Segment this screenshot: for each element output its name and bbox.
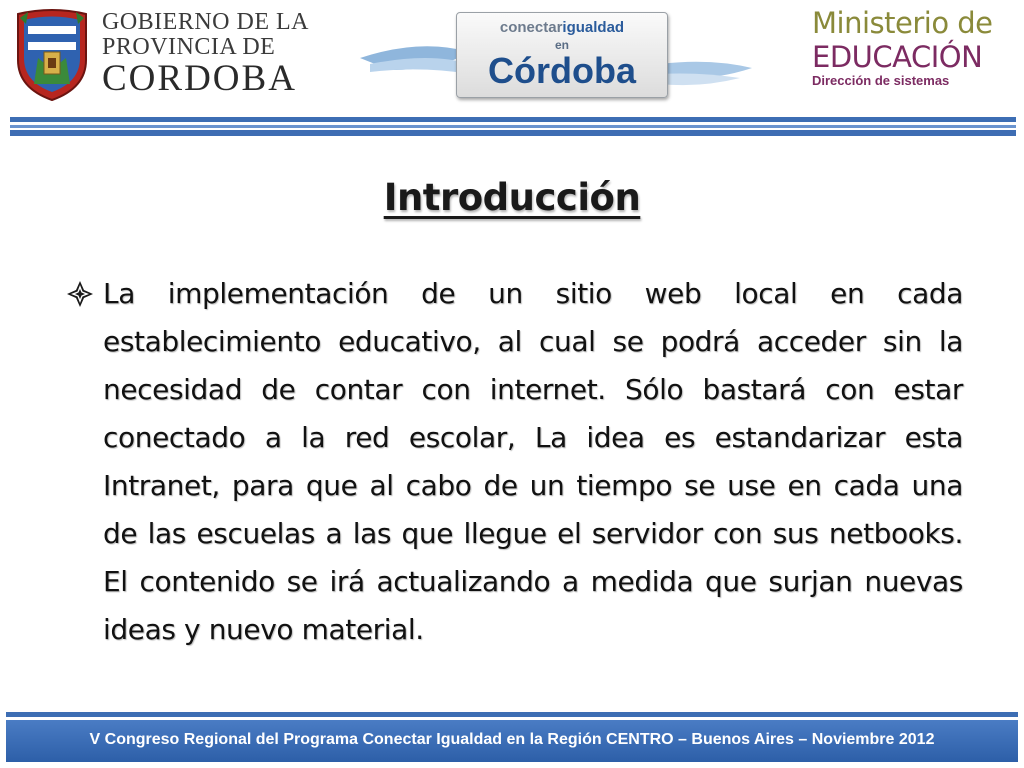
- logo-connector: en: [554, 38, 569, 52]
- logo-main-text: Córdoba: [488, 50, 636, 91]
- ministry-wordmark: [812, 6, 1012, 90]
- header-divider-thin: [10, 125, 1016, 128]
- coat-of-arms-logo: [14, 8, 90, 102]
- header-divider-bottom: [10, 130, 1016, 136]
- footer-divider: [6, 712, 1018, 717]
- slide-title: Introducción: [383, 176, 641, 219]
- footer-bar: [6, 720, 1018, 762]
- logo-top-text: [457, 19, 667, 36]
- header-divider-thick: [10, 117, 1016, 122]
- logo-badge: [456, 12, 668, 98]
- logo-prefix: conectar: [499, 19, 563, 36]
- footer-text: V Congreso Regional del Programa Conectar Igualdad en la Región CENTRO – Buenos Aires – Noviembre 2012: [89, 731, 935, 748]
- government-line-3: CORDOBA: [102, 58, 297, 99]
- logo-accent: igualdad: [562, 19, 625, 36]
- slide-body-text: La implementación de un sitio web local en cada establecimiento educativo, al cual se podrá acceder sin la necesidad de contar con internet. Sólo bastará con estar conectado a la red escolar, La idea es estandarizar esta Intranet, para que al cabo de un tiempo se use en cada una de las escuelas a las que llegue el servidor con sus netbooks. El contenido se irá actualizando a medida que surjan nuevas ideas y nuevo material.: [103, 277, 963, 646]
- government-line-1: GOBIERNO DE LA: [102, 9, 309, 35]
- government-line-2: PROVINCIA DE: [102, 34, 276, 60]
- ministry-line-2: EDUCACIÓN: [812, 40, 983, 74]
- slide-header: [0, 0, 1024, 145]
- ministry-line-1: Ministerio de: [812, 6, 993, 40]
- conectar-igualdad-logo: [360, 8, 752, 108]
- government-wordmark: [102, 10, 322, 98]
- diamond-bullet-icon: [66, 280, 94, 308]
- ministry-subtitle: Dirección de sistemas: [812, 73, 950, 88]
